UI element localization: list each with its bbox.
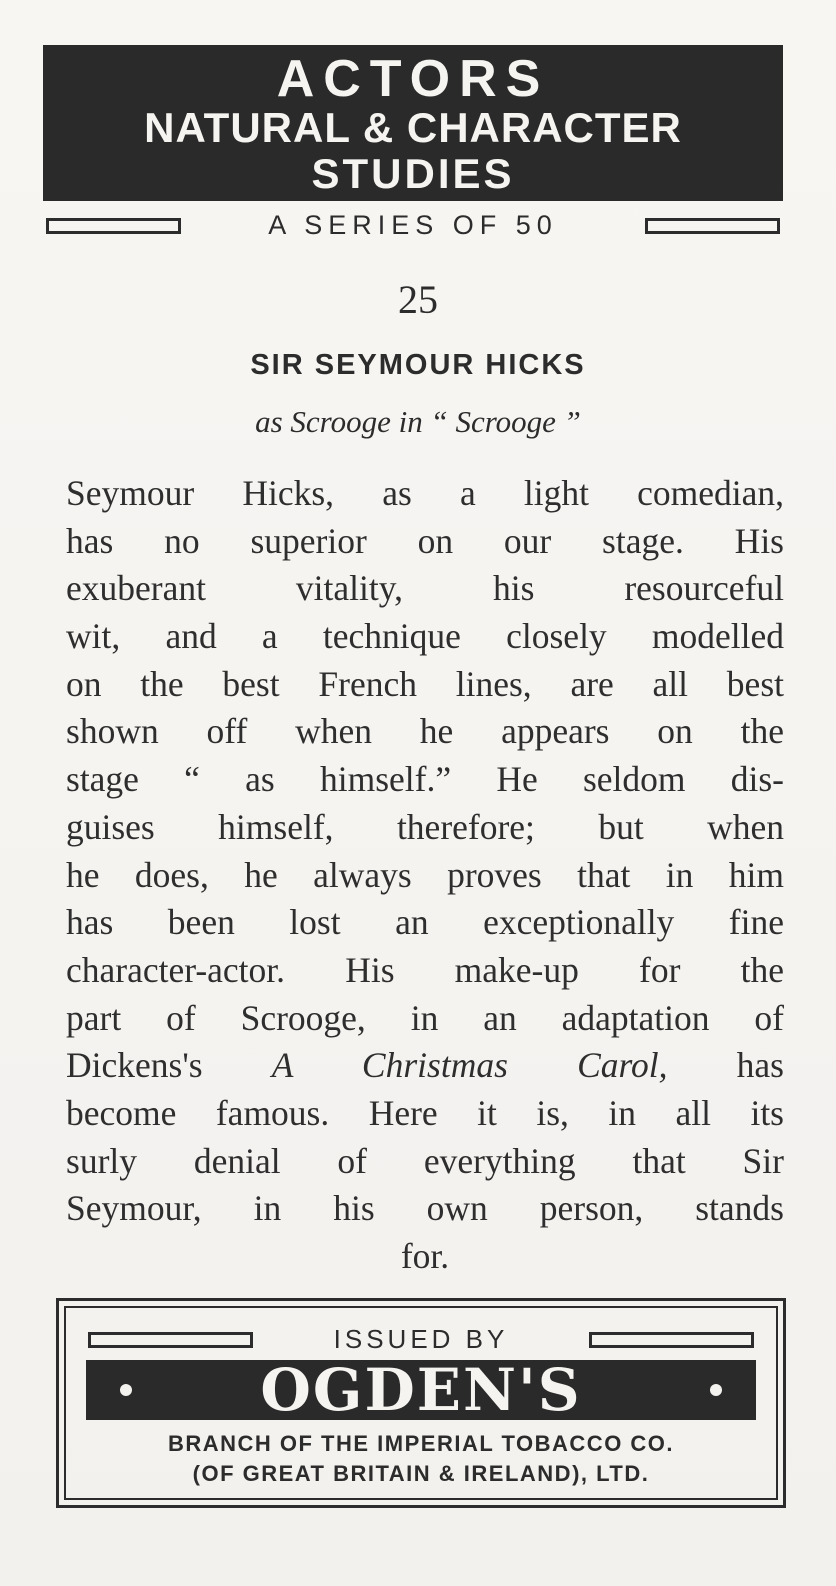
text-line: part of Scrooge, in an adaptation of: [66, 997, 784, 1038]
book-title: A Christmas Carol,: [271, 1045, 668, 1086]
decorative-bar-left: [88, 1332, 253, 1348]
text-line: character-actor. His make-up for the: [66, 949, 784, 990]
text-line: has been lost an exceptionally fine: [66, 902, 784, 943]
description-text: [66, 470, 784, 1281]
series-subtitle: NATURAL & CHARACTER: [144, 104, 682, 151]
series-count: A SERIES OF 50: [268, 210, 558, 240]
brand-banner: [86, 1356, 756, 1424]
text-line: guises himself, therefore; but when: [66, 806, 784, 847]
company-line-1: BRANCH OF THE IMPERIAL TOBACCO CO.: [167, 1431, 675, 1456]
text-line: on the best French lines, are all best: [66, 663, 784, 704]
text-line: wit, and a technique closely modelled: [66, 616, 784, 657]
text-line-with-title: [66, 1042, 784, 1090]
text-line: exuberant vitality, his resourceful: [66, 568, 784, 609]
text-fragment: has: [736, 1045, 784, 1086]
decorative-bar-right: [645, 218, 780, 234]
text-line: has no superior on our stage. His: [66, 520, 784, 561]
actor-name: SIR SEYMOUR HICKS: [250, 349, 586, 381]
text-line: stage “ as himself.” He seldom dis-: [66, 759, 784, 800]
text-fragment: Dickens's: [66, 1045, 203, 1086]
role-caption: as Scrooge in “ Scrooge ”: [255, 404, 581, 439]
text-line: Seymour Hicks, as a light comedian,: [66, 473, 784, 513]
card-number: 25: [398, 277, 438, 322]
decorative-bar-right: [589, 1332, 754, 1348]
brand-name: OGDEN'S: [260, 1356, 582, 1424]
text-line: become famous. Here it is, in all its: [66, 1092, 784, 1133]
series-row: [43, 207, 783, 243]
issued-row: [66, 1322, 776, 1356]
text-line: Seymour, in his own person, stands: [66, 1188, 784, 1229]
bullet-dot-icon: [120, 1384, 132, 1396]
text-line: surly denial of everything that Sir: [66, 1140, 784, 1181]
text-line: he does, he always proves that in him: [66, 854, 784, 895]
decorative-bar-left: [46, 218, 181, 234]
issuer-inner-frame: [64, 1306, 778, 1500]
issued-by-label: ISSUED BY: [333, 1324, 509, 1354]
issuer-box: [56, 1298, 786, 1508]
text-line: shown off when he appears on the: [66, 711, 784, 752]
title-banner: [43, 45, 783, 201]
company-line-2: (OF GREAT BRITAIN & IRELAND), LTD.: [192, 1461, 650, 1486]
series-subtitle-2: STUDIES: [311, 150, 515, 197]
series-title: ACTORS: [276, 50, 550, 108]
bullet-dot-icon: [710, 1384, 722, 1396]
text-line-last: for.: [400, 1236, 450, 1276]
